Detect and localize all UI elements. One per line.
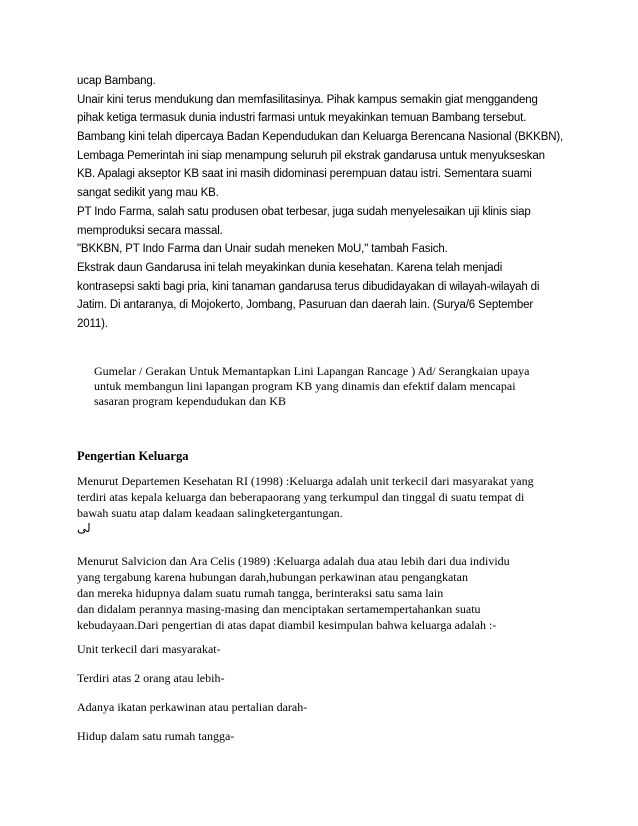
text-line: sangat sedikit yang mau KB. <box>77 187 219 200</box>
text-line: memproduksi secara massal. <box>77 224 223 237</box>
text-line: 2011). <box>77 317 108 330</box>
text-line: ucap Bambang. <box>77 75 156 87</box>
text-line: Bambang kini telah dipercaya Badan Kependudukan dan Keluarga Berencana Nasional (BKKBN), <box>77 131 564 144</box>
text-line: Ekstrak daun Gandarusa ini telah meyakinkan dunia kesehatan. Karena telah menjadi <box>77 261 503 274</box>
text-line: yang tergabung karena hubungan darah,hubungan perkawinan atau pengangkatan <box>77 570 468 584</box>
list-item: Adanya ikatan perkawinan atau pertalian darah- <box>77 700 308 714</box>
text-line: terdiri atas kepala keluarga dan beberapaorang yang terkumpul dan tinggal di suatu tempat di <box>77 490 525 504</box>
list-item: Terdiri atas 2 orang atau lebih- <box>77 671 225 685</box>
text-line: untuk membangun lini lapangan program KB yang dinamis dan efektif dalam mencapai <box>94 379 516 393</box>
text-line: dan didalam perannya masing-masing dan menciptakan sertamempertahankan suatu <box>77 602 481 616</box>
definition-paragraph-1 <box>77 473 577 521</box>
text-line: Lembaga Pemerintah ini siap menampung seluruh pil ekstrak gandarusa untuk menyukseskan <box>77 149 545 162</box>
text-line: Unair kini terus mendukung dan memfasilitasinya. Pihak kampus semakin giat menggandeng <box>77 93 538 106</box>
text-line: PT Indo Farma, salah satu produsen obat terbesar, juga sudah menyelesaikan uji klinis siap <box>77 205 531 218</box>
text-line: sasaran program kependudukan dan KB <box>94 394 286 408</box>
text-line: KB. Apalagi akseptor KB saat ini masih didominasi perempuan datau istri. Sementara suami <box>77 168 532 181</box>
list-item: Unit terkecil dari masyarakat- <box>77 642 221 656</box>
text-line: Jatim. Di antaranya, di Mojokerto, Jombang, Pasuruan dan daerah lain. (Surya/6 September <box>77 299 533 312</box>
list-item: Hidup dalam satu rumah tangga- <box>77 729 235 743</box>
text-line: bawah suatu atap dalam keadaan salingketergantungan. <box>77 506 343 520</box>
text-line: Gumelar / Gerakan Untuk Memantapkan Lini Lapangan Rancage ) Ad/ Serangkaian upaya <box>94 364 530 378</box>
definition-paragraph-2 <box>77 553 577 633</box>
news-text-block <box>77 72 577 334</box>
gerakan-definition-block <box>94 364 574 409</box>
stray-glyph: لى <box>77 521 91 535</box>
text-line: Menurut Salvicion dan Ara Celis (1989) :Keluarga adalah dua atau lebih dari dua individu <box>77 554 510 568</box>
text-line: dan mereka hidupnya dalam suatu rumah tangga, berinteraksi satu sama lain <box>77 586 444 600</box>
text-line: "BKKBN, PT Indo Farma dan Unair sudah meneken MoU," tambah Fasich. <box>77 243 448 256</box>
text-line: kebudayaan.Dari pengertian di atas dapat diambil kesimpulan bahwa keluarga adalah :- <box>77 618 497 632</box>
text-line: pihak ketiga termasuk dunia industri farmasi untuk meyakinkan temuan Bambang tersebut. <box>77 112 527 125</box>
section-heading: Pengertian Keluarga <box>77 449 189 463</box>
text-line: kontrasepsi sakti bagi pria, kini tanaman gandarusa terus dibudidayakan di wilayah-wilayah di <box>77 280 540 293</box>
text-line: Menurut Departemen Kesehatan RI (1998) :Keluarga adalah unit terkecil dari masyarakat yang <box>77 474 534 488</box>
